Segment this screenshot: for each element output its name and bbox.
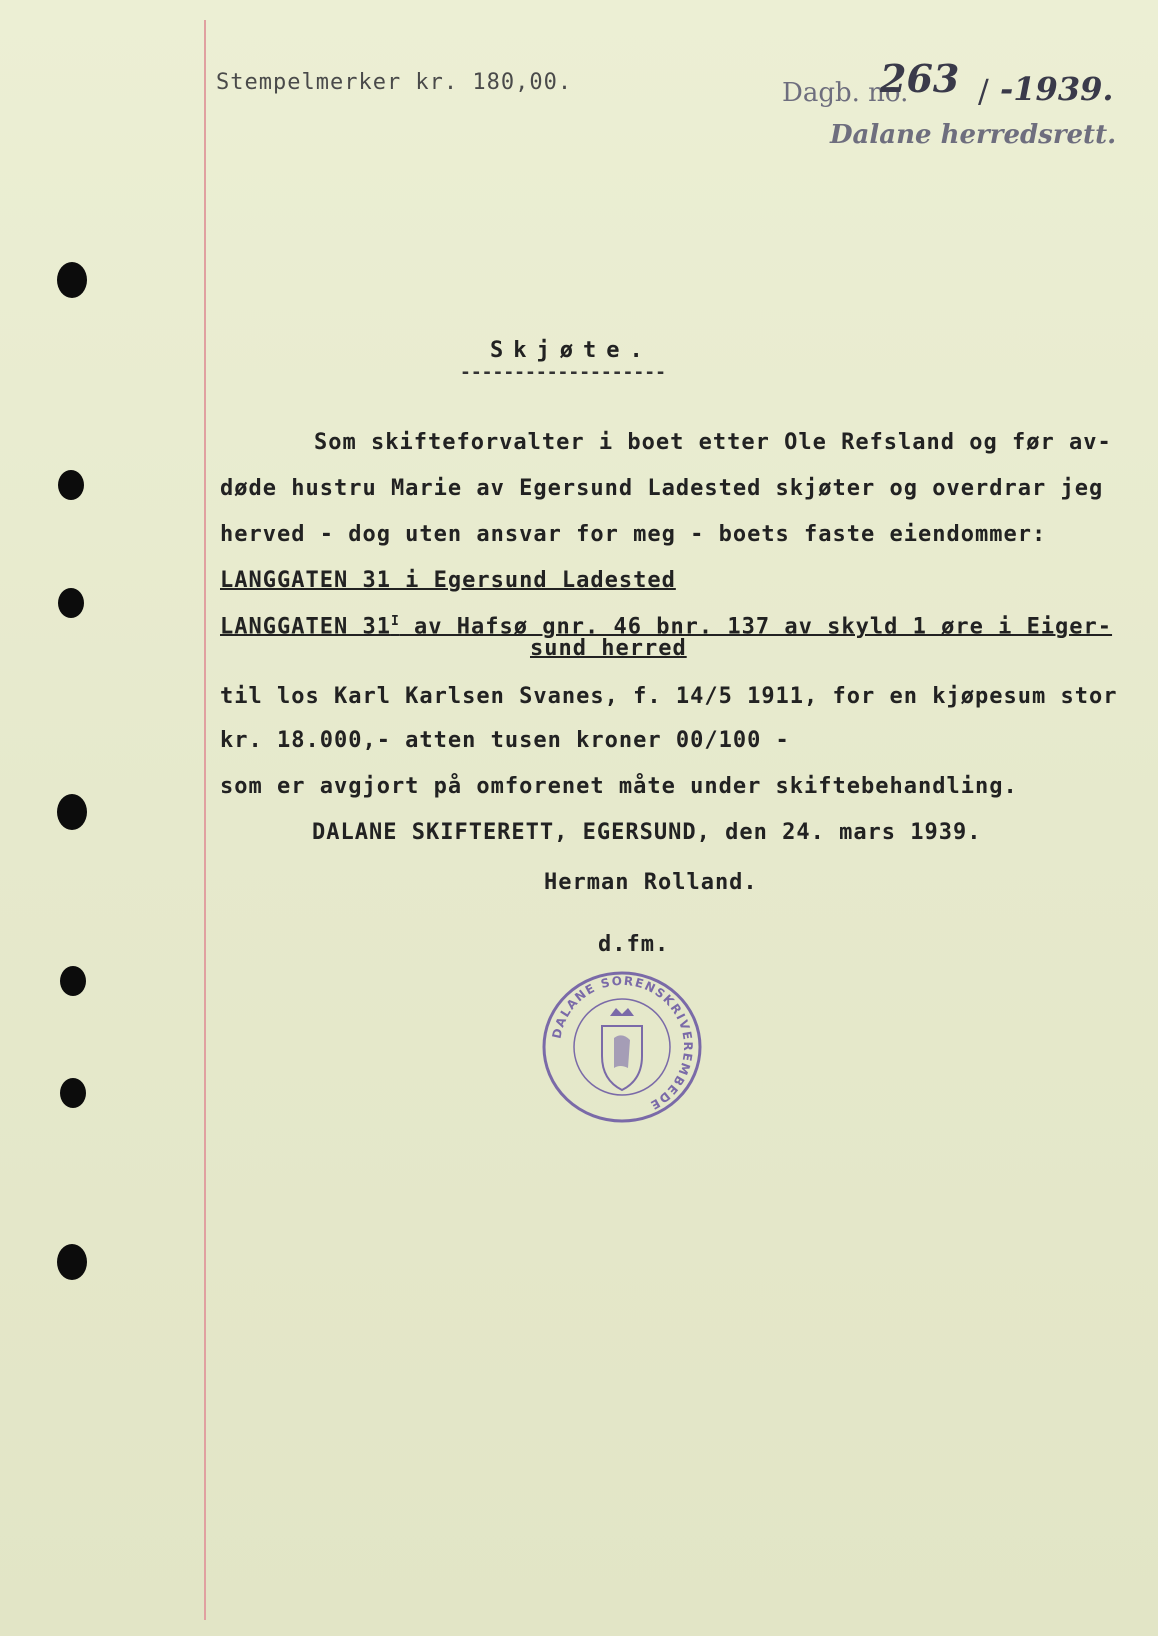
lion-icon (614, 1035, 630, 1068)
dfm-mark: d.fm. (598, 932, 670, 957)
punch-hole (60, 966, 86, 996)
court-name: Dalane herredsrett. (830, 120, 1117, 150)
punch-hole (60, 1078, 86, 1108)
document-title: Skjøte. (490, 338, 653, 363)
stamp-duty: Stempelmerker kr. 180,00. (216, 70, 573, 95)
property-detail: av Hafsø gnr. 46 bnr. 137 av skyld 1 øre i Eiger- (399, 614, 1113, 640)
punch-hole (58, 470, 84, 500)
dagb-prefix: Dagb. no. (782, 78, 909, 108)
dagb-year: -1939. (1000, 70, 1114, 108)
punch-hole (57, 262, 87, 298)
body-line: Som skifteforvalter i boet etter Ole Refsland og før av- (314, 430, 1112, 455)
property-line-cont: sund herred (530, 636, 687, 661)
seal-text: DALANE SORENSKRIVEREMBEDE (549, 973, 696, 1113)
property-name: LANGGATEN 31 (220, 614, 391, 640)
place-date: DALANE SKIFTERETT, EGERSUND, den 24. mars 1939. (312, 820, 982, 845)
margin-line (204, 20, 206, 1620)
body-line: til los Karl Karlsen Svanes, f. 14/5 1911, for en kjøpesum stor (220, 684, 1118, 709)
property-superscript: I (390, 614, 400, 629)
punch-hole (58, 588, 84, 618)
body-line: kr. 18.000,- atten tusen kroner 00/100 - (220, 728, 790, 753)
dagb-number: 263 (880, 56, 960, 101)
punch-hole (57, 794, 87, 830)
title-underline: ------------------- (460, 362, 666, 383)
body-line: døde hustru Marie av Egersund Ladested skjøter og overdrar jeg (220, 476, 1104, 501)
dagb-separator: / (978, 72, 989, 110)
crown-icon (610, 1008, 634, 1016)
punch-hole (57, 1244, 87, 1280)
property-line: LANGGATEN 31 i Egersund Ladested (220, 568, 676, 593)
court-seal (540, 968, 704, 1126)
body-line: som er avgjort på omforenet måte under skiftebehandling. (220, 774, 1018, 799)
signature: Herman Rolland. (544, 870, 758, 895)
body-line: herved - dog uten ansvar for meg - boets faste eiendommer: (220, 522, 1047, 547)
